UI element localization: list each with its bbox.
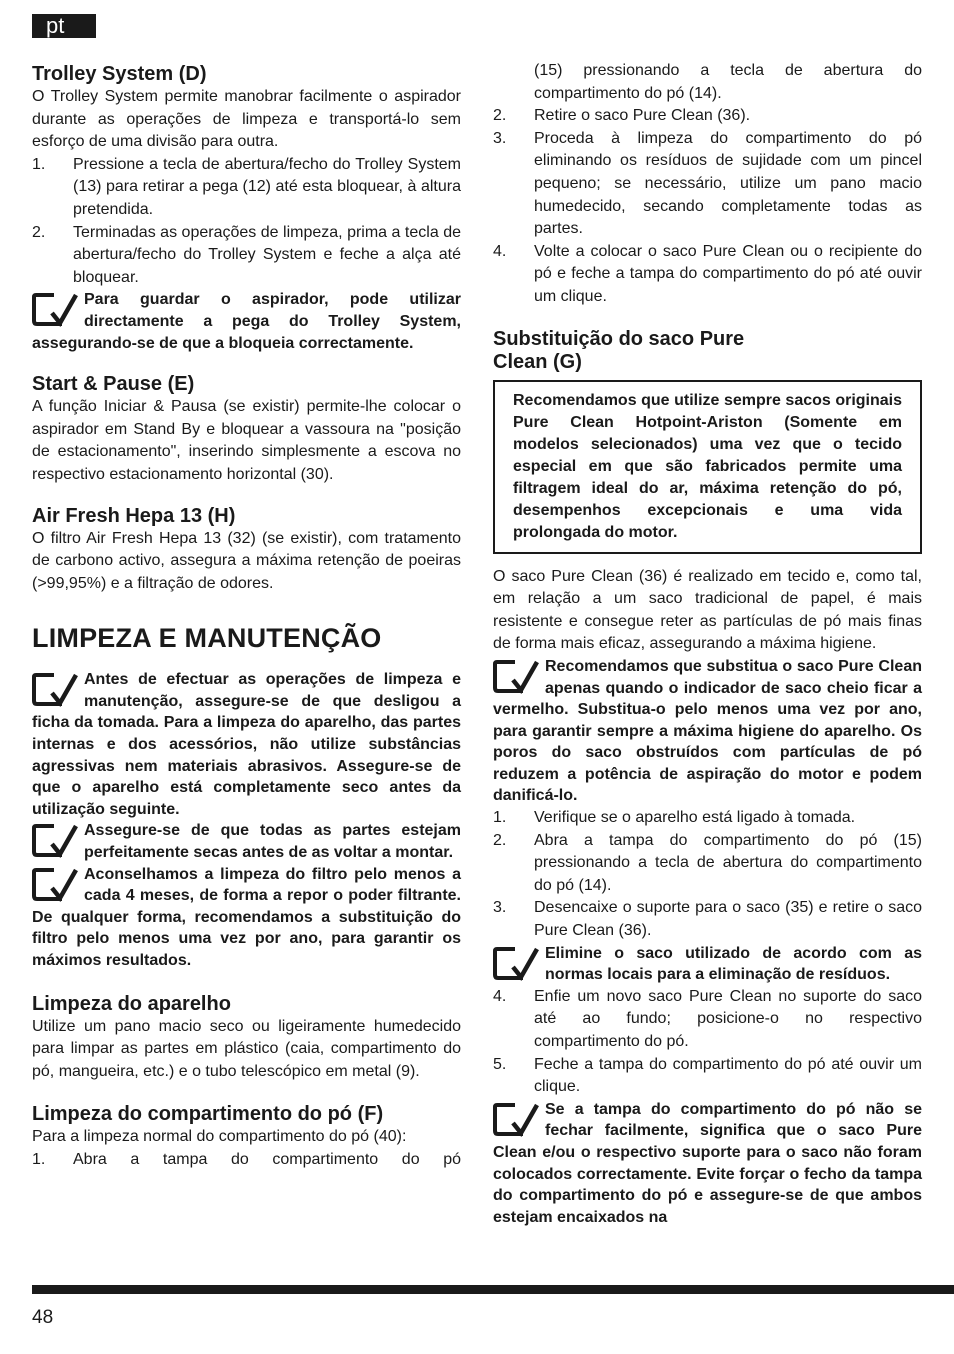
- list-item: [32, 154, 461, 222]
- note-text: Para guardar o aspirador, pode utilizar directamente a pega do Trolley System, assegurando-se de que a bloqueia correctamente.: [32, 291, 461, 352]
- note-check-icon: [32, 291, 80, 329]
- list-item-continued: [493, 60, 922, 105]
- note-block: [32, 289, 461, 354]
- footer-rule: [32, 1285, 954, 1294]
- list-item: [32, 1149, 461, 1172]
- list-number: 4.: [493, 987, 507, 1005]
- list-number: 1.: [32, 155, 46, 173]
- note-block: [493, 943, 922, 986]
- hepa-heading: Air Fresh Hepa 13 (H): [32, 504, 236, 527]
- hepa-text: O filtro Air Fresh Hepa 13 (32) (se existir), com tratamento de carbono activo, assegura a máxima retenção de poeiras (>99,95%) e a filtração de odores.: [32, 529, 461, 592]
- list-text: Proceda à limpeza do compartimento do pó eliminando os resíduos de sujidade com um pincel pequeno; se necessário, utilize um pano macio humedecido, secando completamente todas as partes.: [534, 129, 922, 238]
- list-item: [493, 241, 922, 309]
- note-check-icon: [493, 945, 541, 983]
- list-text: Feche a tampa do compartimento do pó até ouvir um clique.: [534, 1055, 922, 1096]
- list-number: 2.: [32, 223, 46, 241]
- list-text: Retire o saco Pure Clean (36).: [534, 107, 751, 125]
- list-text: Enfie um novo saco Pure Clean no suporte do saco até ao fundo; posicione-o no respectivo compartimento do pó.: [534, 987, 922, 1050]
- bag-heading: [493, 328, 922, 374]
- dust-intro: Para a limpeza normal do compartimento do pó (40):: [32, 1128, 407, 1146]
- page-number: 48: [32, 1307, 54, 1328]
- list-item: [493, 897, 922, 942]
- list-number: 3.: [493, 129, 507, 147]
- dust-heading: Limpeza do compartimento do pó (F): [32, 1103, 384, 1126]
- bag-heading-line1: Substituição do saco Pure: [493, 327, 745, 350]
- note-text: Aconselhamos a limpeza do filtro pelo menos a cada 4 meses, de forma a repor o poder filtrante. De qualquer forma, recomendamos a substituição do filtro pelo menos uma vez por ano, para garantir os máximos resultados.: [32, 865, 461, 969]
- list-text: Abra a tampa do compartimento do pó (15) pressionando a tecla de abertura do compartimento do pó (14).: [534, 831, 922, 894]
- list-item: [493, 128, 922, 241]
- list-number: 2.: [493, 107, 507, 125]
- cleaning-text: Utilize um pano macio seco ou ligeiramente humedecido para limpar as partes em plástico (caia, compartimento do pó, mangueira, etc.) e o tubo telescópico em metal (9).: [32, 1017, 461, 1080]
- note-check-icon: [32, 822, 80, 860]
- list-item: [493, 986, 922, 1054]
- list-text: Abra a tampa do compartimento do pó: [73, 1150, 461, 1168]
- list-number: 1.: [32, 1150, 46, 1168]
- note-block: [32, 669, 461, 820]
- note-text: Antes de efectuar as operações de limpeza e manutenção, assegure-se de que desligou a ficha da tomada. Para a limpeza do aparelho, das partes internas e dos acessórios, não utilize substâncias agressivas nem materiais abrasivos. Assegure-se de que o aparelho está completamente seco antes da utilização seguinte.: [32, 671, 461, 818]
- list-text: Volte a colocar o saco Pure Clean ou o recipiente do pó e feche a tampa do compartimento do pó até ouvir um clique.: [534, 242, 922, 305]
- list-text: Desencaixe o suporte para o saco (35) e retire o saco Pure Clean (36).: [534, 899, 922, 940]
- note-block: [493, 656, 922, 807]
- right-column: [493, 60, 922, 1228]
- list-number: 4.: [493, 242, 507, 260]
- note-block: [32, 820, 461, 863]
- list-item: [32, 222, 461, 290]
- list-item: [493, 105, 922, 128]
- list-item: [493, 1054, 922, 1099]
- trolley-intro: O Trolley System permite manobrar facilmente o aspirador durante as operações de limpeza e transportá-lo sem esforço de uma divisão para outra.: [32, 88, 461, 151]
- recommendation-box: Recomendamos que utilize sempre sacos originais Pure Clean Hotpoint-Ariston (Somente em modelos selecionados) uma vez que o tecido especial em que são fabricados permite uma filtragem ideal do ar, máxima retenção do pó, desempenhos excepcionais e uma vida prolongada do motor.: [493, 380, 922, 554]
- note-check-icon: [32, 866, 80, 904]
- list-number: 2.: [493, 831, 507, 849]
- list-item: [493, 807, 922, 830]
- note-check-icon: [32, 671, 80, 709]
- trolley-heading: Trolley System (D): [32, 63, 207, 85]
- section-title: LIMPEZA E MANUTENÇÃO: [32, 623, 382, 654]
- note-check-icon: [493, 1101, 541, 1139]
- list-text: (15) pressionando a tecla de abertura do compartimento do pó (14).: [534, 62, 922, 102]
- list-number: 3.: [493, 899, 507, 917]
- bag-heading-line2: Clean (G): [493, 350, 582, 373]
- note-block: [32, 864, 461, 972]
- note-text: Elimine o saco utilizado de acordo com as normas locais para a eliminação de resíduos.: [545, 944, 922, 984]
- note-text: Assegure-se de que todas as partes estejam perfeitamente secas antes de as voltar a montar.: [84, 822, 461, 862]
- list-text: Pressione a tecla de abertura/fecho do Trolley System (13) para retirar a pega (12) até esta bloquear, à altura pretendida.: [73, 155, 461, 218]
- note-check-icon: [493, 658, 541, 696]
- cleaning-heading: Limpeza do aparelho: [32, 992, 231, 1015]
- start-pause-text: A função Iniciar & Pausa (se existir) permite-lhe colocar o aspirador em Stand By e bloquear a vassoura na "posição de estacionamento", inserindo simplesmente a escova no respectivo estacionamento horizontal (30).: [32, 398, 461, 483]
- list-number: 1.: [493, 809, 507, 827]
- note-text: Se a tampa do compartimento do pó não se fechar facilmente, significa que o saco Pure Clean e/ou o respectivo suporte para o saco não foram colocados correctamente. Evite forçar o fecho da tampa do compartimento do pó e assegure-se de que ambos estejam encaixados na: [493, 1100, 922, 1226]
- start-pause-heading: Start & Pause (E): [32, 373, 195, 396]
- list-text: Terminadas as operações de limpeza, prima a tecla de abertura/fecho do Trolley System e feche a alça até bloquear.: [73, 223, 461, 286]
- language-tab: pt: [32, 14, 96, 38]
- note-block: [493, 1099, 922, 1229]
- left-column: [32, 60, 461, 1172]
- list-item: [493, 830, 922, 898]
- list-text: Verifique se o aparelho está ligado à tomada.: [534, 809, 856, 827]
- bag-text: O saco Pure Clean (36) é realizado em tecido e, como tal, em relação a um saco tradicional de papel, é mais resistente e consegue reter as partículas de pó mais finas de forma mais eficaz, assegurando a máxima higiene.: [493, 567, 922, 653]
- note-text: Recomendamos que substitua o saco Pure Clean apenas quando o indicador de saco cheio ficar a vermelho. Substitua-o pelo menos uma vez por ano, para garantir sempre a máxima higiene do aparelho. Os poros do saco obstruídos com partículas de pó reduzem a potência de aspiração do motor e podem danificá-lo.: [493, 657, 922, 805]
- list-number: 5.: [493, 1055, 507, 1073]
